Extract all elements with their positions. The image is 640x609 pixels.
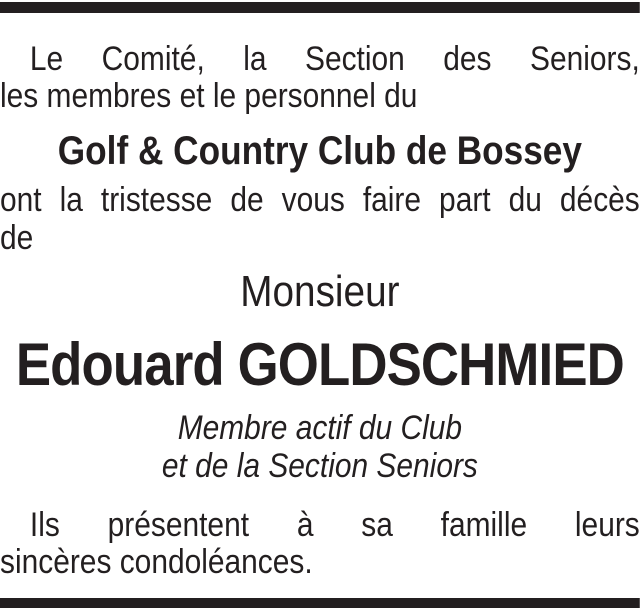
announcement-paragraph (0, 181, 640, 257)
condolence-line-2: sincères condoléances. (0, 543, 313, 581)
membership-line-1: Membre actif du Club (177, 409, 463, 447)
deceased-name: Edouard GOLDSCHMIED (15, 331, 624, 398)
condolence-line-1: Ils présentent à sa famille leurs (29, 506, 640, 544)
announcement-line-2: de (0, 219, 34, 257)
top-rule (0, 2, 640, 13)
death-notice (0, 2, 640, 608)
intro-paragraph (0, 41, 640, 115)
salutation: Monsieur (240, 267, 400, 316)
membership-paragraph (0, 409, 640, 485)
bottom-rule (0, 598, 640, 608)
announcement-line-1: ont la tristesse de vous faire part du décès (0, 181, 640, 219)
intro-line-2: les membres et le personnel du (0, 77, 418, 115)
organization-name: Golf & Country Club de Bossey (57, 129, 582, 173)
membership-line-2: et de la Section Seniors (161, 447, 478, 485)
intro-line-1: Le Comité, la Section des Seniors, (29, 40, 640, 78)
condolence-paragraph (0, 507, 640, 581)
